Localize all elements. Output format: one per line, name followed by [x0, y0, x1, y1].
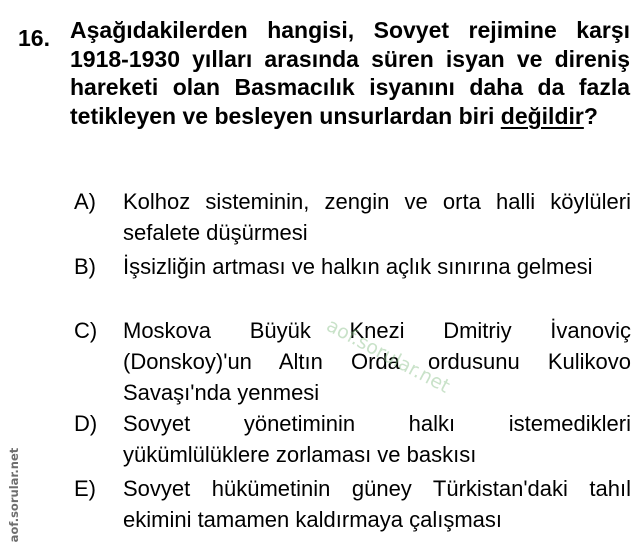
- option-b-text: İşsizliğin artması ve halkın açlık sınırına gelmesi: [123, 254, 593, 279]
- option-b-letter: B): [74, 254, 96, 279]
- option-c-text: Moskova Büyük Knezi Dmitriy İvanoviç (Donskoy)'un Altın Orda ordusunu Kulikovo Savaşı'nda yenmesi: [123, 318, 631, 405]
- option-a-letter: A): [74, 189, 96, 214]
- option-e-text: Sovyet hükümetinin güney Türkistan'daki tahıl ekimini tamamen kaldırmaya çalışması: [123, 476, 631, 532]
- question-negation: değildir: [500, 102, 584, 129]
- question-number: 16.: [18, 25, 50, 51]
- side-watermark: aof.sorular.net: [7, 447, 21, 543]
- option-e-letter: E): [74, 476, 96, 501]
- option-d-text: Sovyet yönetiminin halkı istemedikleri yükümlülüklere zorlaması ve baskısı: [123, 411, 631, 467]
- question-stem-text: Aşağıdakilerden hangisi, Sovyet rejimine karşı 1918-1930 yılları arasında süren isyan ve direniş hareketi olan Basmacılık isyanını daha da fazla tetikleyen ve besleyen unsurlardan biri: [70, 17, 630, 129]
- question-stem-end: ?: [583, 102, 598, 129]
- option-a-text: Kolhoz sisteminin, zengin ve orta halli köylüleri sefalete düşürmesi: [123, 189, 631, 245]
- option-c-letter: C): [74, 318, 98, 343]
- option-d-letter: D): [74, 411, 98, 436]
- question-stem: [70, 16, 630, 130]
- diagonal-watermark: aof.sorular.net: [322, 314, 454, 398]
